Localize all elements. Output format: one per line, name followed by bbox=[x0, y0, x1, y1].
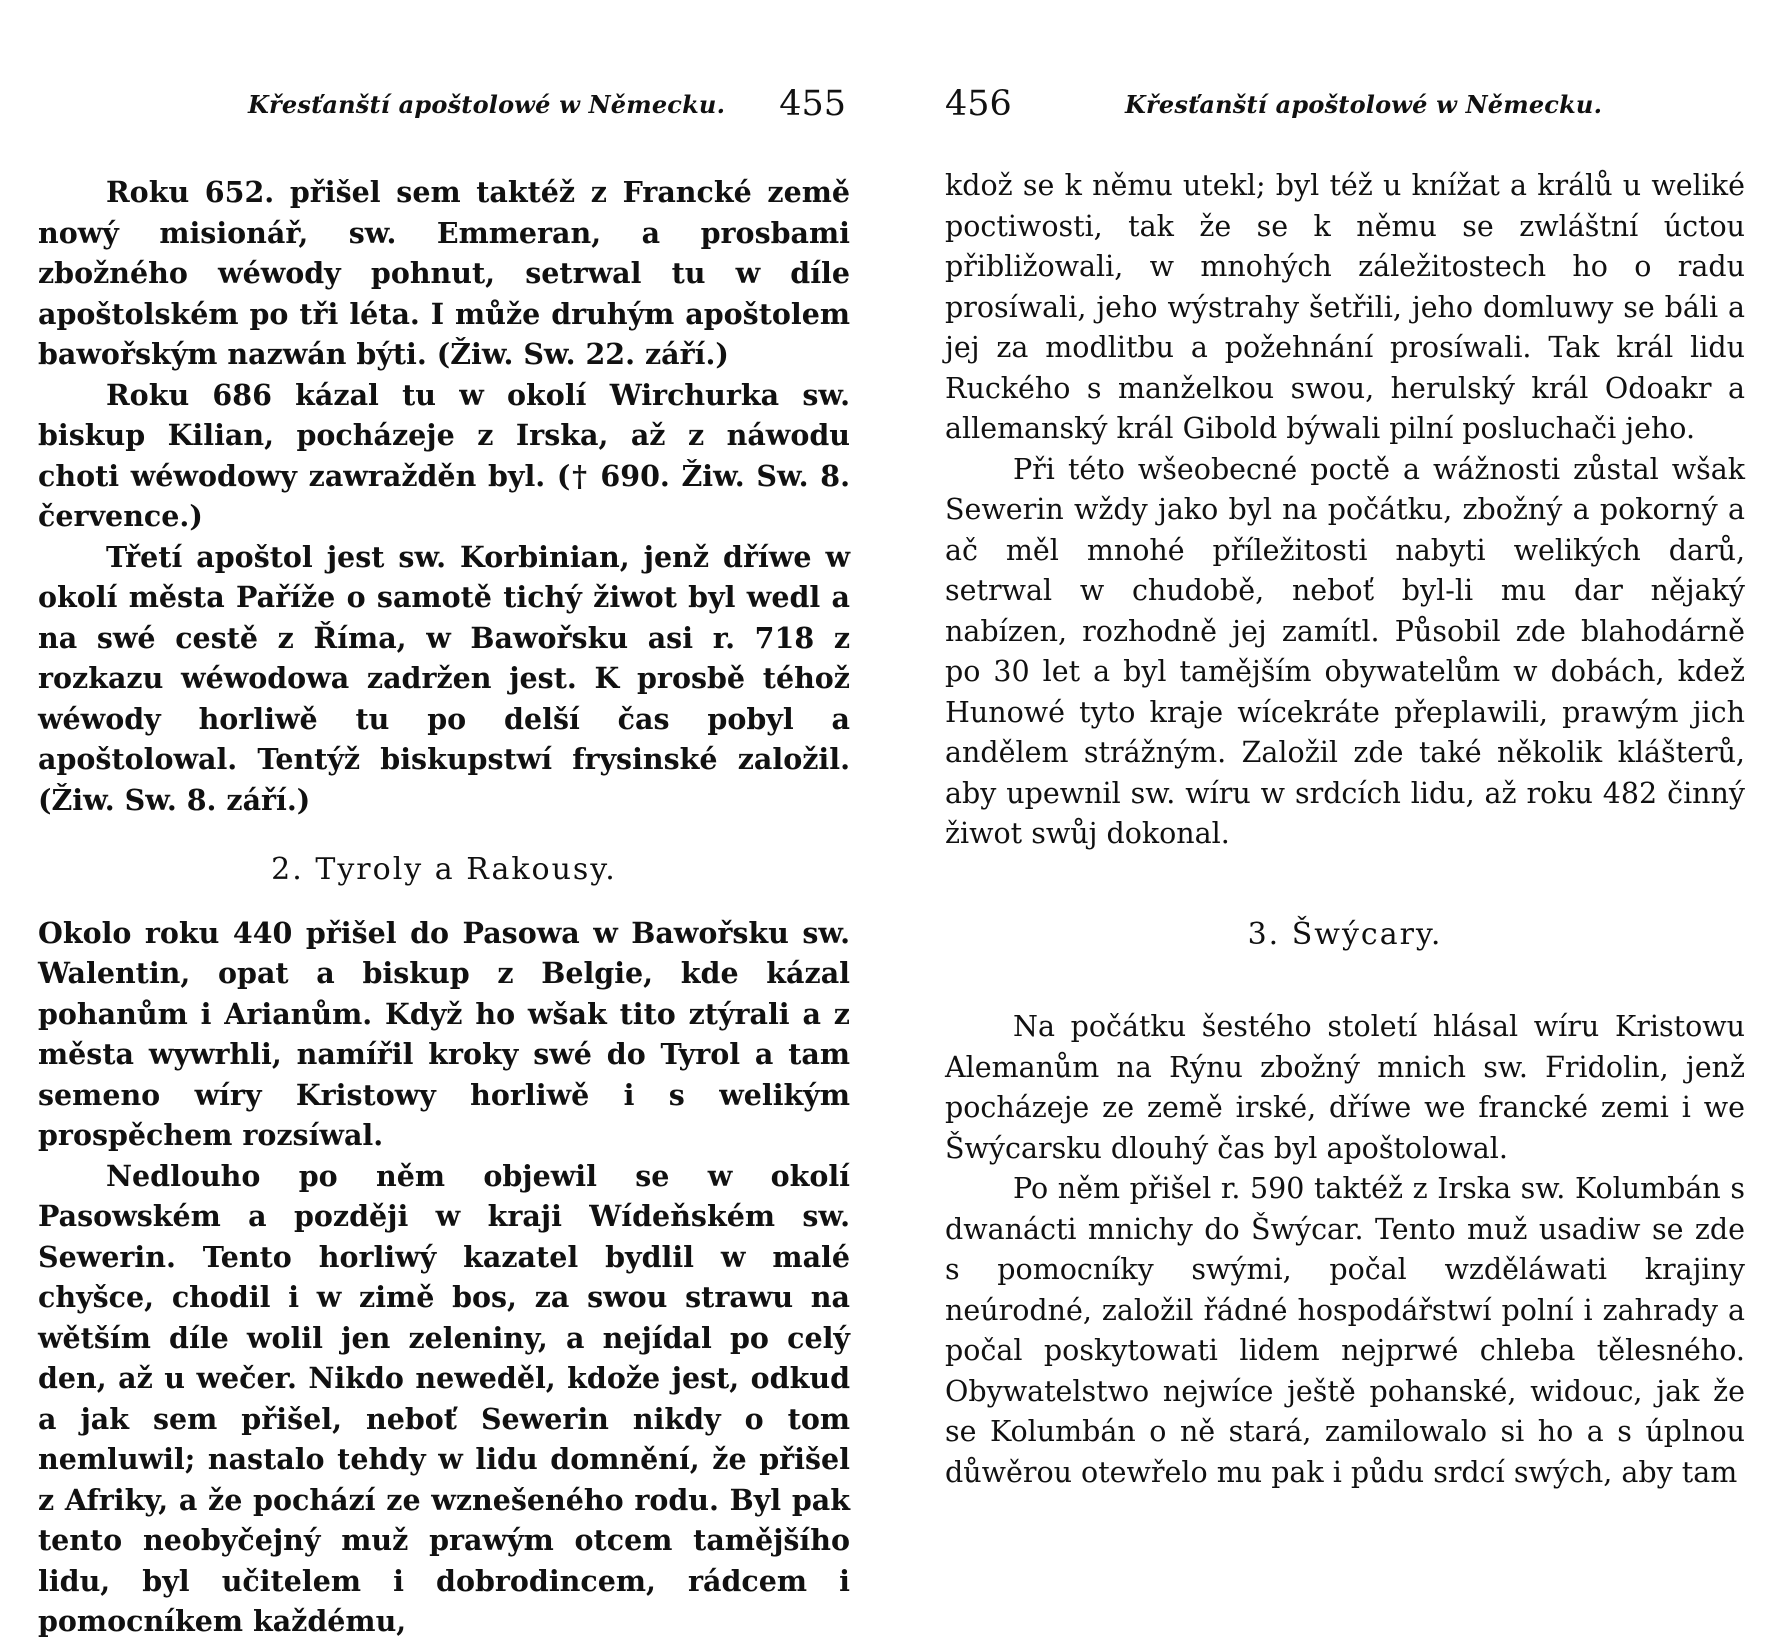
paragraph: Na počátku šestého století hlásal wíru Kristowu Alemanům na Rýnu zbožný mnich sw. Fridolin, jenž pocházeje ze země irské, dříwe we francké zemi i we Šwýcarsku dlouhý čas byl apoštolowal. bbox=[945, 1010, 1745, 1165]
paragraph: Třetí apoštol jest sw. Korbinian, jenž dříwe w okolí města Paříže o samotě tichý žiwot byl wedl a na swé cestě z Říma, w Bawořsku asi r. 718 z rozkazu wéwodowa zadržen jest. K prosbě téhož wéwody horliwě tu po delší čas pobyl a apoštolowal. Tentýž biskupstwí frysinské založil. (Žiw. Sw. 8. září.) bbox=[38, 539, 850, 817]
right-page-header bbox=[945, 84, 1745, 154]
left-page-body bbox=[38, 172, 850, 1642]
page-number: 456 bbox=[945, 84, 1012, 124]
section-heading: 2. Tyroly a Rakousy. bbox=[271, 852, 617, 887]
paragraph: Při této wšeobecné poctě a wážnosti zůstal wšak Sewerin wždy jako byl na počátku, zbožný a pokorný a ač měl mnohé příležitosti nabyti welikých darů, setrwal w chudobě, neboť byl-li mu dar nějaký nabízen, rozhodně jej zamítl. Působil zde blahodárně po 30 let a byl tamějším obywatelům w dobách, kdež Hunowé tyto kraje wícekráte přeplawili, prawým jich andělem strážným. Založil zde také několik klášterů, aby upewnil sw. wíru w srdcích lidu, až roku 482 činný žiwot swůj dokonal. bbox=[945, 452, 1745, 850]
paragraph: Roku 686 kázal tu w okolí Wirchurka sw. biskup Kilian, pocházeje z Irska, až z náwodu choti wéwodowy zawražděn byl. († 690. Žiw. Sw. 8. července.) bbox=[38, 377, 850, 533]
paragraph: Roku 652. přišel sem taktéž z Francké země nowý misionář, sw. Emmeran, a prosbami zbožného wéwody pohnut, setrwal tu w díle apoštolském po tři léta. I může druhým apoštolem bawořským nazwán býti. (Žiw. Sw. 22. září.) bbox=[38, 175, 850, 371]
paragraph: Okolo roku 440 přišel do Pasowa w Bawořsku sw. Walentin, opat a biskup z Belgie, kde kázal pohanům i Arianům. Když ho wšak tito ztýrali a z města wywrhli, namířil kroky swé do Tyrol a tam semeno wíry Kristowy horliwě i s welikým prospěchem rozsíwal. bbox=[38, 915, 850, 1152]
paragraph: Nedlouho po něm objewil se w okolí Pasowském a později w kraji Wídeňském sw. Sewerin. Tento horliwý kazatel bydlil w malé chyšce, chodil i w zimě bos, za swou strawu na wětším díle wolil jen zeleniny, a nejídal po celý den, až u wečer. Nikdo neweděl, kdože jest, odkud a jak sem přišel, neboť Sewerin nikdy o tom nemluwil; nastalo tehdy w lidu domnění, že přišel z Afriky, a že pochází ze wznešeného rodu. Byl pak tento neobyčejný muž prawým otcem tamějšího lidu, byl učitelem i dobrodincem, rádcem i pomocníkem každému, bbox=[38, 1158, 850, 1638]
left-page bbox=[38, 0, 850, 1642]
right-page-body bbox=[945, 166, 1745, 1493]
right-page bbox=[945, 0, 1745, 1493]
running-title: Křesťanští apoštolowé w Německu. bbox=[248, 90, 726, 119]
paragraph: Po něm přišel r. 590 taktéž z Irska sw. Kolumbán s dwanácti mnichy do Šwýcar. Tento muž usadiw se zde s pomocníky swými, počal wzděláwati krajiny neúrodné, založil řádné hospodářstwí polní i zahrady a počal poskytowati lidem nejprwé chleba tělesného. Obywatelstwo nejwíce ještě pohanské, widouc, jak že se Kolumbán o ně stará, zamilowalo si ho a s úplnou důwěrou otewřelo mu pak i půdu srdcí swých, aby tam bbox=[945, 1172, 1745, 1489]
paragraph: kdož se k němu utekl; byl též u knížat a králů u weliké poctiwosti, tak že se k němu se zwláštní úctou přibližowali, w mnohých záležitostech ho o radu prosíwali, jeho wýstrahy šetřili, jeho domluwy se báli a jej za modlitbu a požehnání prosíwali. Tak král lidu Ruckého s manželkou swou, herulský král Odoakr a allemanský král Gibold býwali pilní posluchači jeho. bbox=[945, 169, 1745, 445]
left-page-header bbox=[38, 84, 850, 154]
running-title: Křesťanští apoštolowé w Německu. bbox=[1125, 90, 1603, 119]
section-heading: 3. Šwýcary. bbox=[1247, 916, 1443, 952]
page-number: 455 bbox=[779, 84, 846, 124]
